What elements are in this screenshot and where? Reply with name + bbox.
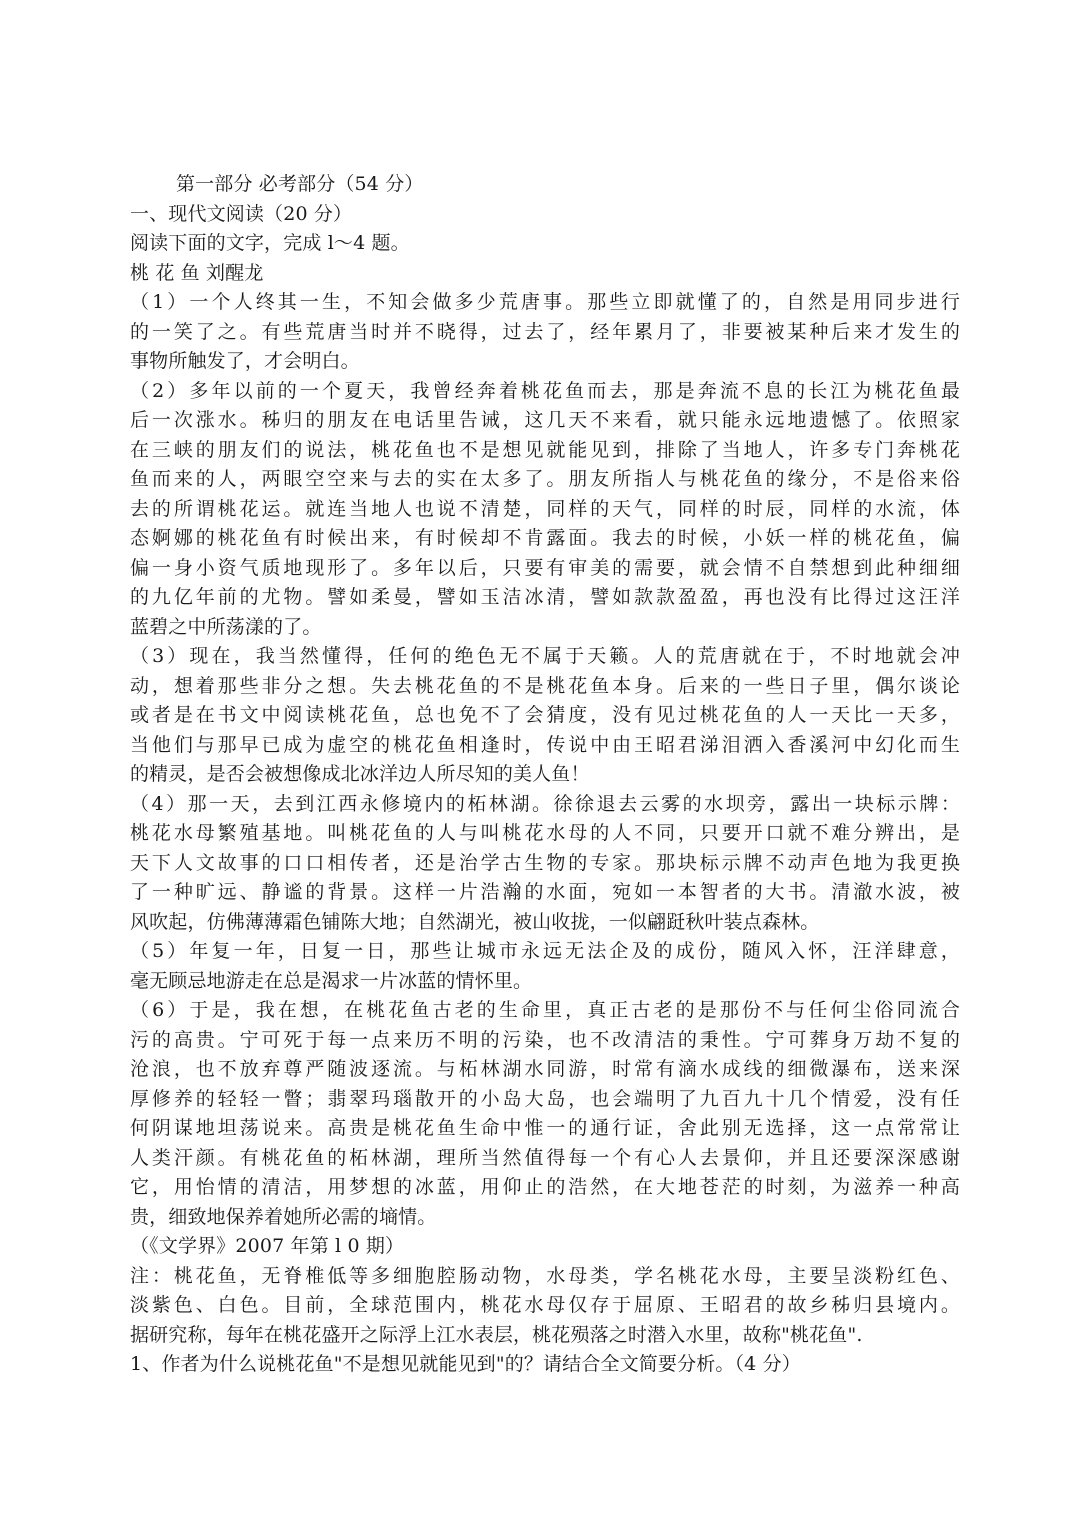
reading-instruction: 阅读下面的文字，完成 l～4 题。 [130, 232, 410, 254]
text-line: （5）年复一年，日复一日，那些让城市永远无法企及的成份，随风入怀，汪洋肆意， [130, 940, 960, 962]
text-line: 去的所谓桃花运。就连当地人也说不清楚，同样的天气，同样的时辰，同样的水流，体 [130, 497, 960, 520]
text-line: 后一次涨水。秭归的朋友在电话里告诫，这几天不来看，就只能永远地遗憾了。依照家 [130, 409, 960, 431]
text-line: 桃花水母繁殖基地。叫桃花鱼的人与叫桃花水母的人不同，只要开口就不难分辨出，是 [130, 822, 960, 844]
text-line: 淡紫色、白色。目前，全球范围内，桃花水母仅存于屈原、王昭君的故乡秭归县境内。 [130, 1294, 960, 1316]
text-line: 态婀娜的桃花鱼有时候出来，有时候却不肯露面。我去的时候，小妖一样的桃花鱼，偏 [130, 527, 960, 549]
text-line: 鱼而来的人，两眼空空来与去的实在太多了。朋友所指人与桃花鱼的缘分，不是俗来俗 [130, 468, 960, 490]
text-line: （1）一个人终其一生，不知会做多少荒唐事。那些立即就懂了的，自然是用同步进行 [130, 291, 960, 313]
text-line: （4）那一天，去到江西永修境内的柘林湖。徐徐退去云雾的水坝旁，露出一块标示牌： [130, 792, 960, 815]
text-line: （6）于是，我在想，在桃花鱼古老的生命里，真正古老的是那份不与任何尘俗同流合 [130, 999, 960, 1021]
text-line: 厚修养的轻轻一瞥；翡翠玛瑙散开的小岛大岛，也会端明了九百九十几个情爱，没有任 [130, 1087, 960, 1110]
paragraph-1 [130, 288, 960, 377]
text-line: 当他们与那早已成为虚空的桃花鱼相逢时，传说中由王昭君涕泪洒入香溪河中幻化而生 [130, 733, 960, 756]
text-line: 它，用怡情的清洁，用梦想的冰蓝，用仰止的浩然，在大地苍茫的时刻，为滋养一种高 [130, 1176, 960, 1198]
paragraph-3 [130, 642, 960, 790]
part-heading: 第一部分 必考部分（54 分） [176, 173, 424, 195]
article-source: （《文学界》2007 年第 l 0 期） [130, 1235, 405, 1257]
text-line: 或者是在书文中阅读桃花鱼，总也免不了会猜度，没有见过桃花鱼的人一天比一天多， [130, 704, 960, 726]
text-line: 偏一身小资气质地现形了。多年以后，只要有审美的需要，就会情不自禁想到此种细细 [130, 556, 960, 579]
paragraph-4 [130, 790, 960, 938]
text-line: 动，想着那些非分之想。失去桃花鱼的不是桃花鱼本身。后来的一些日子里，偶尔谈论 [130, 674, 960, 697]
text-line: 的九亿年前的尤物。譬如柔曼，譬如玉洁冰清，譬如款款盈盈，再也没有比得过这汪洋 [130, 586, 960, 608]
paragraph-6 [130, 996, 960, 1232]
text-line: 人类汗颜。有桃花鱼的柘林湖，理所当然值得每一个有心人去景仰，并且还要深深感谢 [130, 1146, 960, 1169]
text-line: 据研究称，每年在桃花盛开之际浮上江水表层，桃花殒落之时潜入水里，故称"桃花鱼". [130, 1323, 863, 1346]
text-line: 了一种旷远、静谧的背景。这样一片浩瀚的水面，宛如一本智者的大书。清澈水波，被 [130, 881, 960, 903]
paragraph-2 [130, 377, 960, 643]
text-line: 污的高贵。宁可死于每一点来历不明的污染，也不改清洁的秉性。宁可葬身万劫不复的 [130, 1028, 960, 1051]
text-line: 贵，细致地保养着她所必需的墒情。 [130, 1205, 437, 1228]
text-line: 事物所触发了，才会明白。 [130, 350, 360, 372]
text-line: （2）多年以前的一个夏天，我曾经奔着桃花鱼而去，那是奔流不息的长江为桃花鱼最 [130, 379, 960, 402]
text-line: 的一笑了之。有些荒唐当时并不晓得，过去了，经年累月了，非要被某种后来才发生的 [130, 320, 960, 343]
text-line: 蓝碧之中所荡漾的了。 [130, 615, 322, 638]
article-title: 桃 花 鱼 刘醒龙 [130, 261, 264, 284]
document-page [130, 170, 960, 1380]
paragraph-5 [130, 937, 960, 996]
text-line: （3）现在，我当然懂得，任何的绝色无不属于天籁。人的荒唐就在于，不时地就会冲 [130, 645, 960, 667]
text-line: 沧浪，也不放弃尊严随波逐流。与柘林湖水同游，时常有滴水成线的细微瀑布，送来深 [130, 1058, 960, 1080]
question-1: 1、作者为什么说桃花鱼"不是想见就能见到"的？请结合全文简要分析。（4 分） [130, 1353, 801, 1375]
text-line: 的精灵，是否会被想像成北冰洋边人所尽知的美人鱼！ [130, 763, 590, 785]
text-line: 毫无顾忌地游走在总是渴求一片冰蓝的情怀里。 [130, 969, 533, 992]
footnote [130, 1262, 960, 1351]
text-line: 何阴谋地坦荡说来。高贵是桃花鱼生命中惟一的通行证，舍此别无选择，这一点常常让 [130, 1117, 960, 1139]
text-line: 风吹起，仿佛薄薄霜色铺陈大地；自然湖光，被山收拢，一似翩跹秋叶装点森林。 [130, 910, 820, 933]
section-heading: 一、现代文阅读（20 分） [130, 202, 353, 225]
text-line: 天下人文故事的口口相传者，还是治学古生物的专家。那块标示牌不动声色地为我更换 [130, 851, 960, 874]
text-line: 注：桃花鱼，无脊椎低等多细胞腔肠动物，水母类，学名桃花水母，主要呈淡粉红色、 [130, 1264, 960, 1287]
text-line: 在三峡的朋友们的说法，桃花鱼也不是想见就能见到，排除了当地人，许多专门奔桃花 [130, 438, 960, 461]
